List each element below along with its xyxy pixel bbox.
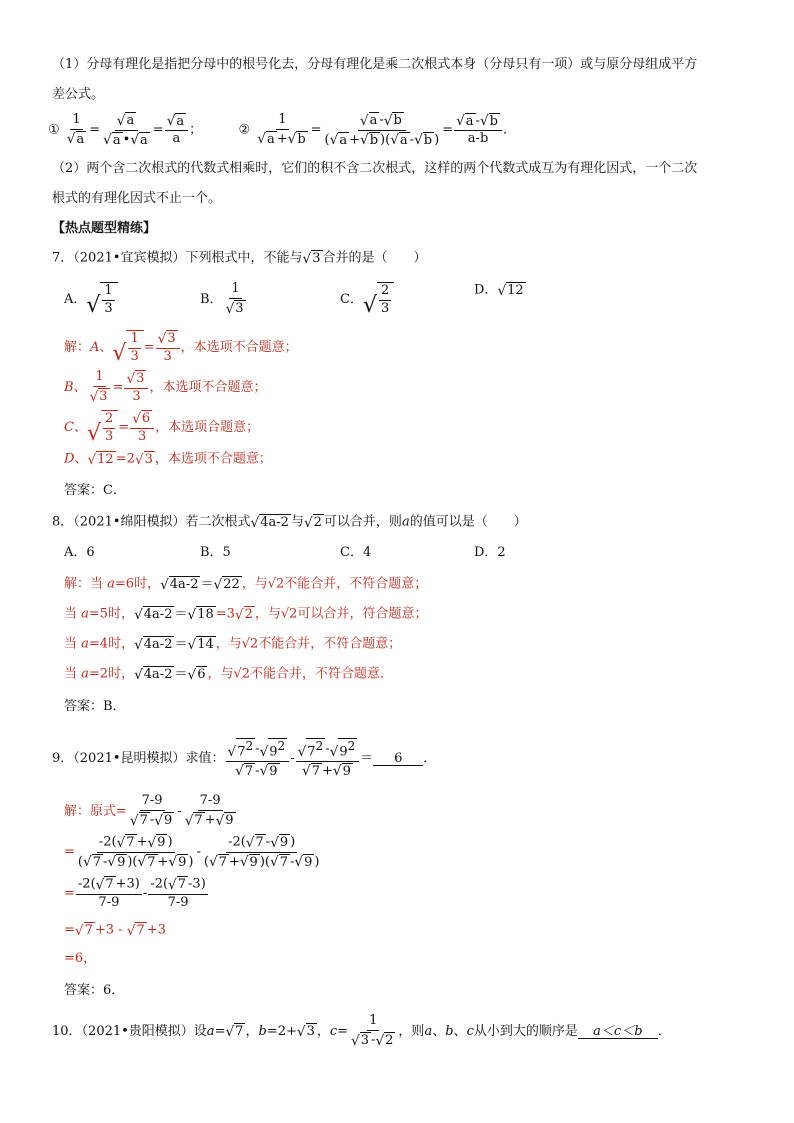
note2-line1: （2）两个含二次根式的代数式相乘时，它们的积不含二次根式，这样的两个代数式成互为有理化因式，一个二次 [52, 161, 698, 176]
q10-stem: 10．（2021•贵阳模拟）设a= √ 7 ，b=2+ √ 3 ，c= 1 √ 3 - √ 2 ，则a、b、c从小到大的顺序是 a＜c＜b ． [52, 1013, 671, 1049]
q9-sol-1: 解：原式= 7-9 √ 7 - √ 9 - 7-9 √ 7 + √ 9 [64, 793, 234, 829]
q9-blank[interactable]: 6 [373, 752, 423, 766]
q7-sol-c: C、 √ $\frac{2}{3}$ = √ 6 3 ，本选项合题意； [64, 410, 260, 446]
q7-answer: 答案：C． [64, 483, 126, 498]
q8-sol-3: 当 a=4时， √ 4a-2 ＝ √ 14 ，与√2不能合并，不符合题意； [64, 636, 402, 653]
q9-stem: 9．（2021•昆明模拟）求值： √ $7^2$ - √ $9^2$ √ 7 - √ 9 - √ $7^2$ - √ $9^2$ √ 7 + √ 9 ＝ 6 ． [52, 739, 437, 780]
note1-line1: （1）分母有理化是指把分母中的根号化去，分母有理化是乘二次根式本身（分母只有一项）或与原分母组成平方 [52, 57, 698, 72]
q7-stem: 7．（2021•宜宾模拟）下列根式中，不能与 √ 3 合并的是（ ） [52, 250, 427, 267]
q8-sol-1: 解：当 a=6时， √ 4a-2 ＝ √ 22 ，与√2不能合并，不符合题意； [64, 576, 428, 593]
q9-sol-3: = -2( √ 7 +3) 7-9 - -2( √ 7 -3) 7-9 [64, 876, 206, 910]
formula-rationalize: ① 1 √ a = √ a √ a • √ a = √ a a ； ② 1 √ a + √ b = √ a - √ b ( √ a + √ b )( √ a - √ b ) = √ a - √ b a-b ． [48, 111, 516, 149]
q8-sol-2: 当 a=5时， √ 4a-2 ＝ √ 18 =3 √ 2 ，与√2可以合并，符合题意； [64, 606, 428, 623]
q7-sol-d: D、 √ 12 =2 √ 3 ，本选项不合题意； [64, 451, 272, 468]
q7-sol-a: 解：A、 √ $\frac{1}{3}$ = √ 3 3 ，本选项不合题意； [64, 330, 298, 366]
q9-sol-2: = -2( √ 7 + √ 9 ) ( √ 7 - √ 9 )( √ 7 + √ 9 ) - -2( √ 7 - √ 9 ) ( √ 7 + √ 9 )( √ 7 - √ 9 ) [64, 834, 320, 871]
q10-blank[interactable]: a＜c＜b [578, 1025, 658, 1039]
q8-answer: 答案：B． [64, 699, 126, 714]
q9-sol-5: =6， [64, 951, 97, 966]
note2-line2: 根式的有理化因式不止一个。 [52, 191, 222, 206]
q8-sol-4: 当 a=2时， √ 4a-2 ＝ √ 6 ，与√2不能合并，不符合题意． [64, 666, 394, 683]
q8-stem: 8．（2021•绵阳模拟）若二次根式 √ 4a-2 与 √ 2 可以合并，则a的值可以是（ ） [52, 514, 527, 531]
section-title: 【热点题型精练】 [52, 221, 157, 236]
q9-answer: 答案：6． [64, 983, 125, 998]
q9-sol-4: = √ 7 +3 - √ 7 +3 [64, 922, 166, 939]
note1-line2: 差公式。 [52, 87, 105, 102]
q7-sol-b: B、 1 √ 3 = √ 3 3 ，本选项不合题意； [64, 369, 267, 405]
